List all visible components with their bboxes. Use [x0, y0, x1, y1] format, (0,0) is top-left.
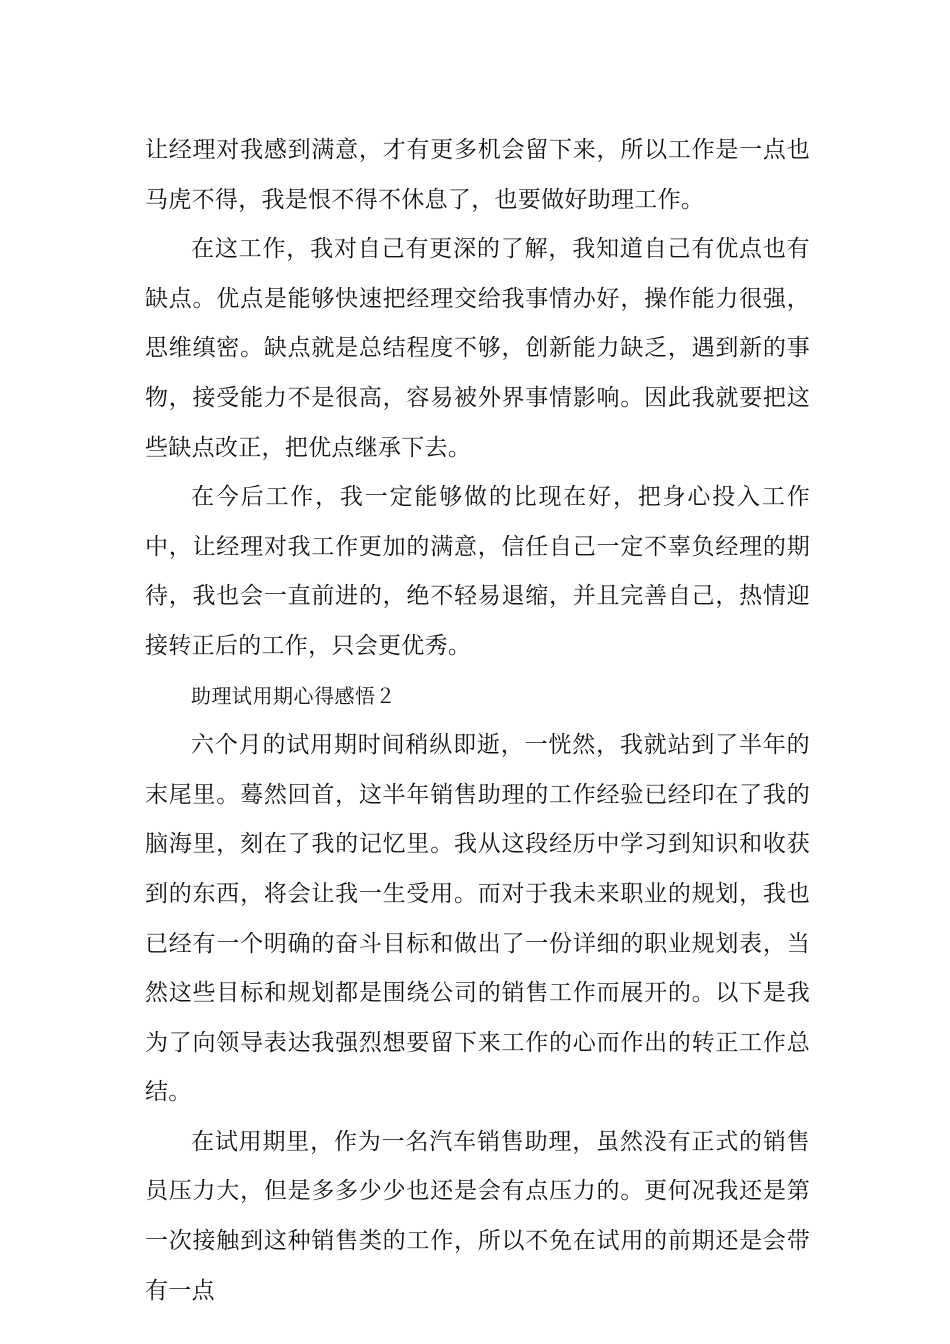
paragraph-continuation: 让经理对我感到满意，才有更多机会留下来，所以工作是一点也马虎不得，我是恨不得不休息了，也要做好助理工作。 [145, 137, 810, 213]
paragraph-intro: 六个月的试用期时间稍纵即逝，一恍然，我就站到了半年的末尾里。蓦然回首，这半年销售助理的工作经验已经印在了我的脑海里，刻在了我的记忆里。我从这段经历中学习到知识和收获到的东西，将会让我一生受用。而对于我未来职业的规划，我也已经有一个明确的奋斗目标和做出了一份详细的职业规划表，当然这些目标和规划都是围绕公司的销售工作而展开的。以下是我为了向领导表达我强烈想要留下来工作的心而作出的转正工作总结。 [145, 732, 810, 1106]
document-body [145, 126, 810, 1316]
paragraph-trial-period: 在试用期里，作为一名汽车销售助理，虽然没有正式的销售员压力大，但是多多少少也还是会有点压力的。更何况我还是第一次接触到这种销售类的工作，所以不免在试用的前期还是会带有一点 [145, 1128, 810, 1304]
paragraph-self-assessment: 在这工作，我对自己有更深的了解，我知道自己有优点也有缺点。优点是能够快速把经理交给我事情办好，操作能力很强，思维缜密。缺点就是总结程度不够，创新能力缺乏，遇到新的事物，接受能力不是很高，容易被外界事情影响。因此我就要把这些缺点改正，把优点继承下去。 [145, 236, 810, 461]
section-heading: 助理试用期心得感悟２ [191, 683, 396, 708]
paragraph-future-plan: 在今后工作，我一定能够做的比现在好，把身心投入工作中，让经理对我工作更加的满意，信任自己一定不辜负经理的期待，我也会一直前进的，绝不轻易退缩，并且完善自己，热情迎接转正后的工作，只会更优秀。 [145, 484, 810, 659]
